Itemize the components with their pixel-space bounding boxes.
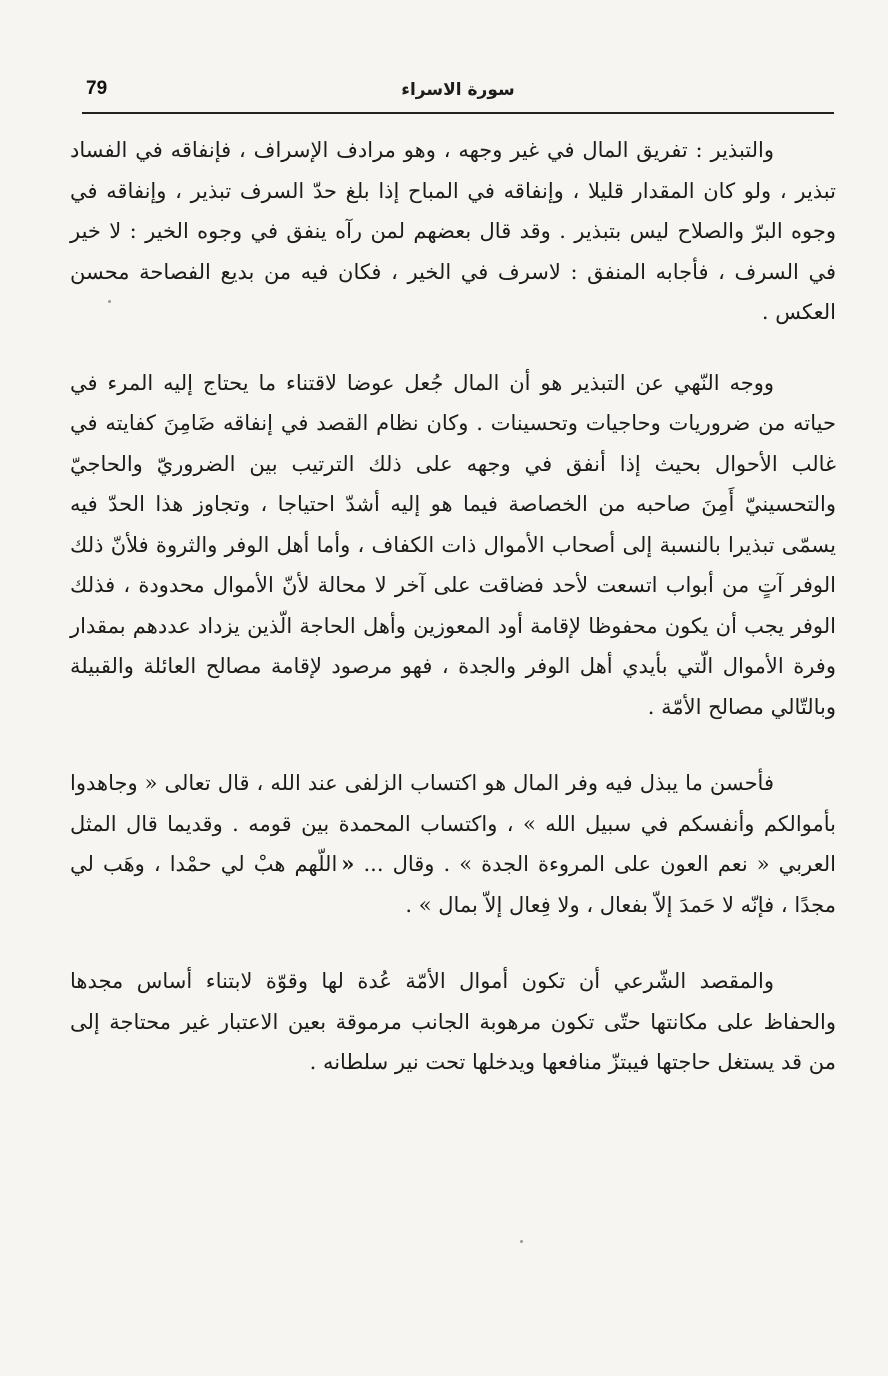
paragraph-sharia-objective: والمقصد الشّرعي أن تكون أموال الأمّة عُدة لها وقوّة لابتناء أساس مجدها والحفاظ على مكانتها حتّى تكون مرهوبة الجانب مرموقة بعين الاعتبار غير محتاجة إلى من قد يستغل حاجتها فيبتزّ منافعها ويدخلها تحت نير سلطانه . xyxy=(70,969,836,1074)
page-number: 79 xyxy=(86,78,108,99)
running-title: سورة الاسراء xyxy=(401,80,515,100)
opening-quote-mark: « xyxy=(341,851,355,876)
paragraph-tabdhir-definition: والتبذير : تفريق المال في غير وجهه ، وهو مرادف الإسراف ، فإنفاقه في الفساد تبذير ، ولو كان المقدار قليلا ، وإنفاقه في المباح إذا بلغ حدّ السرف تبذير ، وإنفاقه في وجوه البرّ والصلاح ليس بتبذير . وقد قال بعضهم لمن رآه ينفق في وجوه الخير : لا خير في السرف ، فأجابه المنفق : لاسرف في الخير ، فكان فيه من بديع الفصاحة محسن العكس . xyxy=(70,138,836,324)
body-text xyxy=(70,130,836,1114)
paragraph-best-spending-text: فأحسن ما يبذل فيه وفر المال هو اكتساب الزلفى عند الله ، قال تعالى « وجاهدوا بأموالكم وأنفسكم في سبيل الله » ، واكتساب المحمدة بين قومه . وقديما قال المثل العربي « نعم العون على المروءة الجدة » . وقال ... xyxy=(70,771,836,876)
page-header xyxy=(82,72,834,114)
paper-speck xyxy=(520,1240,523,1243)
quoted-prayer: اللّهم هبْ لي حمْدا ، وهَب لي مجدًا ، فإنّه لا حَمدَ إلاّ بفعال ، ولا فِعال إلاّ بمال » . xyxy=(70,852,836,917)
paragraph-best-spending xyxy=(70,763,836,925)
paragraph-prohibition-reason: ووجه النّهي عن التبذير هو أن المال جُعل عوضا لاقتناء ما يحتاج إليه المرء في حياته من ضروريات وحاجيات وتحسينات . وكان نظام القصد في إنفاقه ضَامِنَ كفايته في غالب الأحوال بحيث إذا أنفق في وجهه على ذلك الترتيب بين الضروريّ والحاجيّ والتحسينيّ أَمِنَ صاحبه من الخصاصة فيما هو إليه أشدّ احتياجا ، وتجاوز هذا الحدّ فيه يسمّى تبذيرا بالنسبة إلى أصحاب الأموال ذات الكفاف ، وأما أهل الوفر والثروة فلأنّ ذلك الوفر آتٍ من أبواب اتسعت لأحد فضاقت على آخر لا محالة لأنّ الأموال محدودة ، فذلك الوفر يجب أن يكون محفوظا لإقامة أود المعوزين وأهل الحاجة الّذين يزداد عددهم بمقدار وفرة الأموال الّتي بأيدي أهل الوفر والجدة ، فهو مرصود لإقامة مصالح العائلة والقبيلة وبالتّالي مصالح الأمّة . xyxy=(70,370,836,719)
paper-speck xyxy=(108,300,111,303)
